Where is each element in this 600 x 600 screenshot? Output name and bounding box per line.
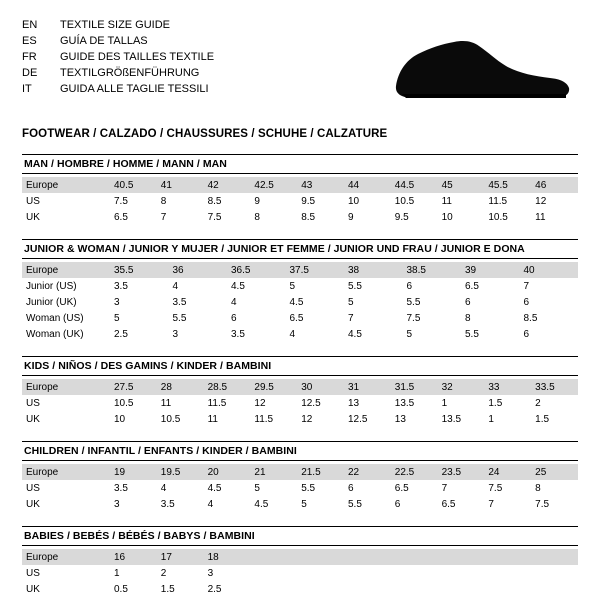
language-row (22, 34, 214, 50)
size-cell: 13 (347, 397, 360, 409)
size-cell (297, 581, 344, 597)
size-cell: 25 (531, 464, 578, 480)
row-label: US (26, 195, 40, 207)
size-cell: 4.5 (254, 498, 269, 510)
size-cell: 38.5 (403, 262, 462, 278)
size-block-heading: BABIES / BEBÉS / BÉBÉS / BABYS / BAMBINI (22, 526, 578, 546)
row-label: UK (26, 583, 40, 595)
size-cell: 19.5 (157, 464, 204, 480)
row-label: Junior (US) (26, 280, 77, 292)
size-cell (484, 581, 531, 597)
row-label: Europe (22, 177, 110, 193)
size-cell (297, 549, 344, 565)
size-cell: 3.5 (160, 498, 175, 510)
language-guide-title: GUIDA ALLE TAGLIE TESSILI (60, 83, 209, 95)
table-row (22, 379, 578, 395)
size-table (22, 549, 578, 597)
size-cell (250, 565, 297, 581)
size-cell: 8.5 (301, 211, 316, 223)
size-table (22, 262, 578, 342)
size-cell: 5.5 (406, 296, 421, 308)
size-cell (344, 565, 391, 581)
size-cell: 5.5 (348, 280, 362, 292)
language-row (22, 82, 214, 98)
size-cell (531, 581, 578, 597)
row-label: UK (26, 498, 40, 510)
size-cell: 1.5 (535, 413, 550, 425)
table-row (22, 480, 578, 496)
size-cell (438, 581, 485, 597)
size-cell: 42 (204, 177, 251, 193)
size-cell (531, 549, 578, 565)
footwear-category-title: FOOTWEAR / CALZADO / CHAUSSURES / SCHUHE / CALZATURE (22, 128, 388, 140)
size-cell: 7 (523, 280, 530, 292)
size-cell (250, 549, 297, 565)
size-cell: 13 (394, 413, 406, 425)
size-cell: 5 (348, 296, 354, 308)
size-cell: 22 (344, 464, 391, 480)
size-cell (344, 549, 391, 565)
size-cell: 4 (231, 296, 237, 308)
size-block (22, 154, 578, 225)
table-row (22, 209, 578, 225)
size-cell: 6.5 (441, 498, 456, 510)
row-label: Europe (22, 464, 110, 480)
table-row (22, 177, 578, 193)
row-label: Woman (US) (26, 312, 84, 324)
size-cell: 33.5 (531, 379, 578, 395)
row-label: Junior (UK) (26, 296, 77, 308)
language-code: EN (22, 19, 38, 31)
size-cell: 43 (297, 177, 344, 193)
size-cell: 6 (465, 296, 471, 308)
row-label: US (26, 397, 40, 409)
size-cell: 2.5 (207, 583, 222, 595)
size-table (22, 464, 578, 512)
size-cell: 12 (301, 413, 313, 425)
size-cell: 6 (406, 280, 413, 292)
size-cell: 5.5 (465, 328, 479, 340)
size-cell: 4 (172, 280, 179, 292)
row-label: UK (26, 211, 40, 223)
row-label: US (26, 482, 40, 494)
size-cell: 5 (254, 482, 260, 494)
language-code: DE (22, 67, 38, 79)
table-row (22, 310, 578, 326)
size-cell: 12 (254, 397, 266, 409)
size-cell: 21.5 (297, 464, 344, 480)
table-row (22, 549, 578, 565)
size-cell: 10.5 (394, 195, 415, 207)
row-label: Europe (22, 549, 110, 565)
size-cell: 4 (160, 482, 167, 494)
size-cell: 8.5 (523, 312, 538, 324)
size-cell: 7 (488, 498, 494, 510)
size-cell (438, 549, 485, 565)
size-cell (438, 565, 485, 581)
size-cell: 32 (438, 379, 485, 395)
size-cell: 6 (394, 498, 401, 510)
size-cell: 3.5 (231, 328, 245, 340)
size-cell: 11 (160, 397, 172, 409)
size-cell: 6 (523, 296, 530, 308)
size-cell: 11 (441, 195, 452, 207)
size-cell: 12.5 (301, 397, 321, 409)
size-cell: 39 (461, 262, 520, 278)
size-cell: 1 (488, 413, 494, 425)
language-code: FR (22, 51, 37, 63)
size-block (22, 441, 578, 512)
table-row (22, 464, 578, 480)
language-guide-title: TEXTILGRÖßENFÜHRUNG (60, 67, 200, 79)
size-cell: 22.5 (391, 464, 438, 480)
size-cell: 46 (531, 177, 578, 193)
language-guide-title: GUÍA DE TALLAS (60, 35, 148, 47)
size-tables-root (22, 154, 578, 512)
size-cell: 40.5 (110, 177, 157, 193)
language-title-list (22, 18, 214, 98)
size-table (22, 177, 578, 225)
size-cell: 3 (114, 498, 120, 510)
size-block-heading: CHILDREN / INFANTIL / ENFANTS / KINDER / BAMBINI (22, 441, 578, 461)
size-cell: 6.5 (465, 280, 479, 292)
size-block-babies (22, 526, 578, 597)
dress-shoe-icon (384, 30, 574, 108)
size-cell: 4.5 (348, 328, 362, 340)
size-cell: 2 (160, 567, 167, 579)
row-label: Woman (UK) (26, 328, 84, 340)
size-cell: 10 (441, 211, 453, 223)
table-row (22, 193, 578, 209)
size-cell: 7.5 (406, 312, 421, 324)
size-cell: 9 (254, 195, 260, 207)
size-cell: 11 (535, 211, 546, 223)
size-cell: 3.5 (172, 296, 187, 308)
size-cell: 1.5 (488, 397, 503, 409)
size-cell: 4.5 (207, 482, 222, 494)
size-cell: 5 (289, 280, 296, 292)
size-cell: 6 (347, 482, 354, 494)
size-cell (391, 581, 438, 597)
size-cell: 31 (344, 379, 391, 395)
size-cell: 6 (523, 328, 530, 340)
size-cell: 11.5 (254, 413, 274, 425)
size-cell: 45 (438, 177, 485, 193)
size-cell: 37.5 (286, 262, 345, 278)
size-cell: 8 (535, 482, 541, 494)
size-cell: 27.5 (110, 379, 157, 395)
size-cell: 3 (114, 296, 120, 308)
size-cell: 1 (114, 567, 120, 579)
size-cell: 7.5 (114, 195, 128, 207)
size-cell: 4 (207, 498, 214, 510)
size-cell: 17 (157, 549, 204, 565)
size-cell: 2.5 (114, 328, 128, 340)
size-cell: 40 (520, 262, 579, 278)
page-header (22, 18, 578, 118)
size-cell (531, 565, 578, 581)
size-cell: 3.5 (114, 280, 128, 292)
size-cell (484, 565, 531, 581)
size-cell: 5 (406, 328, 413, 340)
size-cell: 5.5 (301, 482, 316, 494)
language-row (22, 18, 214, 34)
size-cell: 23.5 (438, 464, 485, 480)
size-cell (391, 565, 438, 581)
size-cell: 35.5 (110, 262, 169, 278)
size-cell: 3 (207, 567, 214, 579)
size-cell: 31.5 (391, 379, 438, 395)
size-cell: 4.5 (289, 296, 304, 308)
size-cell: 10.5 (114, 397, 134, 409)
size-cell: 12.5 (347, 413, 368, 425)
size-cell: 36 (169, 262, 228, 278)
row-label: Europe (22, 379, 110, 395)
table-row (22, 326, 578, 342)
size-cell: 5 (301, 498, 307, 510)
language-row (22, 50, 214, 66)
size-cell (391, 549, 438, 565)
size-cell: 7.5 (535, 498, 550, 510)
size-cell: 7 (441, 482, 448, 494)
size-cell: 8 (160, 195, 167, 207)
size-cell: 24 (484, 464, 531, 480)
size-cell: 33 (484, 379, 531, 395)
table-row (22, 565, 578, 581)
size-cell: 45.5 (484, 177, 531, 193)
size-cell: 44 (344, 177, 391, 193)
size-cell: 30 (297, 379, 344, 395)
size-cell: 44.5 (391, 177, 438, 193)
size-block (22, 239, 578, 342)
size-cell: 10 (114, 413, 126, 425)
row-label: UK (26, 413, 40, 425)
table-row (22, 496, 578, 512)
size-cell: 13.5 (441, 413, 462, 425)
size-cell: 7.5 (207, 211, 222, 223)
size-cell: 28 (157, 379, 204, 395)
language-row (22, 66, 214, 82)
size-cell: 16 (110, 549, 157, 565)
size-cell: 5.5 (347, 498, 362, 510)
language-guide-title: GUIDE DES TAILLES TEXTILE (60, 51, 215, 63)
size-cell: 10.5 (160, 413, 181, 425)
size-cell: 38 (344, 262, 403, 278)
size-cell: 11.5 (207, 397, 227, 409)
size-cell: 11.5 (488, 195, 508, 207)
table-row (22, 395, 578, 411)
table-row (22, 411, 578, 427)
size-cell: 8 (465, 312, 471, 324)
size-cell: 4 (289, 328, 296, 340)
size-block-heading: KIDS / NIÑOS / DES GAMINS / KINDER / BAMBINI (22, 356, 578, 376)
size-cell: 28.5 (204, 379, 251, 395)
table-row (22, 278, 578, 294)
size-cell: 5.5 (172, 312, 187, 324)
size-cell: 3.5 (114, 482, 128, 494)
size-cell: 4.5 (231, 280, 245, 292)
size-cell: 29.5 (250, 379, 297, 395)
size-cell: 13.5 (394, 397, 415, 409)
size-cell: 7 (160, 211, 167, 223)
size-block-heading: MAN / HOMBRE / HOMME / MANN / MAN (22, 154, 578, 174)
table-row (22, 294, 578, 310)
size-cell: 8 (254, 211, 260, 223)
size-cell: 12 (535, 195, 547, 207)
size-cell (344, 581, 391, 597)
size-cell: 5 (114, 312, 120, 324)
size-cell: 41 (157, 177, 204, 193)
size-cell: 1.5 (160, 583, 175, 595)
table-row (22, 581, 578, 597)
language-code: IT (22, 83, 32, 95)
size-cell: 9 (347, 211, 354, 223)
size-cell: 9.5 (301, 195, 316, 207)
size-cell: 0.5 (114, 583, 128, 595)
size-cell: 19 (110, 464, 157, 480)
row-label: US (26, 567, 40, 579)
size-cell (250, 581, 297, 597)
size-cell (297, 565, 344, 581)
size-cell: 42.5 (250, 177, 297, 193)
size-block-heading: JUNIOR & WOMAN / JUNIOR Y MUJER / JUNIOR ET FEMME / JUNIOR UND FRAU / JUNIOR E DONA (22, 239, 578, 259)
row-label: Europe (22, 262, 110, 278)
size-cell: 1 (441, 397, 448, 409)
size-cell: 9.5 (394, 211, 409, 223)
size-cell: 7.5 (488, 482, 503, 494)
size-cell: 6.5 (289, 312, 304, 324)
size-cell: 18 (204, 549, 251, 565)
size-block (22, 356, 578, 427)
size-cell: 10.5 (488, 211, 508, 223)
size-cell: 36.5 (227, 262, 286, 278)
size-cell: 10 (347, 195, 360, 207)
size-cell: 6 (231, 312, 237, 324)
table-row (22, 262, 578, 278)
size-cell: 7 (348, 312, 354, 324)
size-cell: 20 (204, 464, 251, 480)
size-cell: 6.5 (394, 482, 409, 494)
size-cell (484, 549, 531, 565)
size-table (22, 379, 578, 427)
language-guide-title: TEXTILE SIZE GUIDE (60, 19, 171, 31)
size-cell: 8.5 (207, 195, 222, 207)
size-cell: 2 (535, 397, 541, 409)
size-cell: 3 (172, 328, 179, 340)
size-cell: 6.5 (114, 211, 128, 223)
size-cell: 11 (207, 413, 218, 425)
language-code: ES (22, 35, 37, 47)
size-cell: 21 (250, 464, 297, 480)
